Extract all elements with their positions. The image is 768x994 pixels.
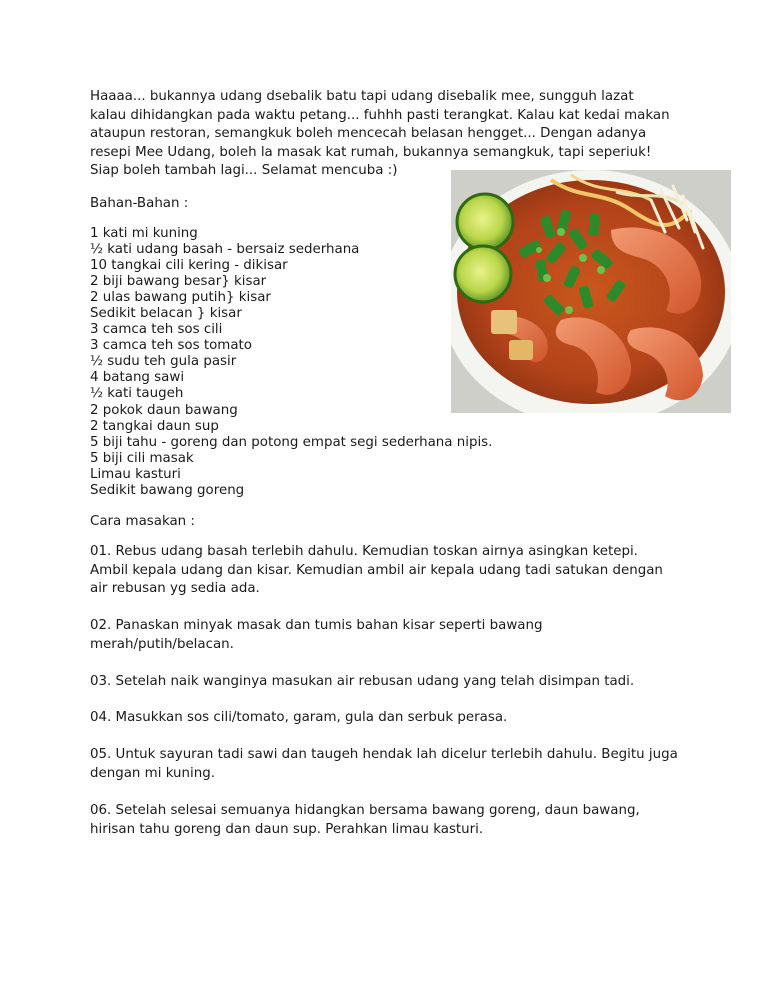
ingredient-item: 1 kati mi kuning xyxy=(90,226,198,241)
step-item: 06. Setelah selesai semuanya hidangkan bersama bawang goreng, daun bawang, hirisan tahu goreng dan daun sup. Perahkan limau kasturi. xyxy=(90,803,640,837)
ingredient-item: 2 ulas bawang putih} kisar xyxy=(90,290,271,306)
ingredient-item: Sedikit bawang goreng xyxy=(90,482,245,498)
ingredient-item: ½ sudu teh gula pasir xyxy=(90,354,237,370)
ingredient-item: ½ kati udang basah - bersaiz sederhana xyxy=(90,242,360,258)
ingredient-item: 4 batang sawi xyxy=(90,370,185,386)
ingredient-item: 2 tangkai daun sup xyxy=(90,418,219,434)
ingredient-item: Sedikit belacan } kisar xyxy=(90,306,242,322)
ingredient-item: 2 pokok daun bawang xyxy=(90,402,238,418)
step-item: 03. Setelah naik wanginya masukan air rebusan udang yang telah disimpan tadi. xyxy=(90,674,635,689)
step-item: 05. Untuk sayuran tadi sawi dan taugeh hendak lah dicelur terlebih dahulu. Begitu juga dengan mi kuning. xyxy=(90,747,678,781)
step-item: 04. Masukkan sos cili/tomato, garam, gula dan serbuk perasa. xyxy=(90,710,508,725)
ingredient-item: 10 tangkai cili kering - dikisar xyxy=(90,258,288,274)
intro-paragraph xyxy=(90,88,670,181)
step-item: 01. Rebus udang basah terlebih dahulu. Kemudian toskan airnya asingkan ketepi. Ambil kepala udang dan kisar. Kemudian ambil air kepala udang tadi satukan dengan air rebusan yg sedia ada. xyxy=(90,544,663,596)
ingredient-item: 3 camca teh sos tomato xyxy=(90,338,252,354)
ingredient-item: 3 camca teh sos cili xyxy=(90,322,223,338)
ingredients-list xyxy=(90,226,492,499)
ingredient-item: 2 biji bawang besar} kisar xyxy=(90,274,267,290)
mee-udang-photo xyxy=(451,170,731,413)
intro-text: Haaaa... bukannya udang dsebalik batu tapi udang disebalik mee, sungguh lazat kalau dihidangkan pada waktu petang... fuhhh pasti terangkat. Kalau kat kedai makan ataupun restoran, semangkuk boleh mencecah belasan hengget... Dengan adanya resepi Mee Udang, boleh la masak kat rumah, bukannya semangkuk, tapi seperiuk! Siap boleh tambah lagi... Selamat mencuba :) xyxy=(90,89,670,178)
ingredient-item: 5 biji cili masak xyxy=(90,450,194,466)
ingredient-item: Limau kasturi xyxy=(90,466,181,482)
ingredient-item: 5 biji tahu - goreng dan potong empat segi sederhana nipis. xyxy=(90,434,493,450)
method-heading: Cara masakan : xyxy=(90,514,195,529)
ingredients-heading: Bahan-Bahan : xyxy=(90,196,189,211)
step-item: 02. Panaskan minyak masak dan tumis bahan kisar seperti bawang merah/putih/belacan. xyxy=(90,618,543,652)
ingredient-item: ½ kati taugeh xyxy=(90,386,184,402)
